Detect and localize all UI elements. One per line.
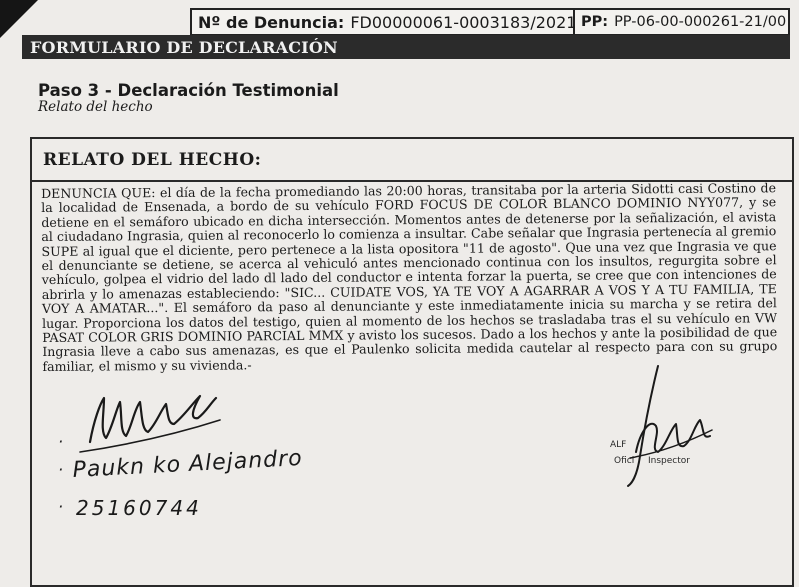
pp-value: PP-06-00-000261-21/00 (614, 14, 787, 30)
denuncia-label: Nº de Denuncia: (198, 12, 345, 32)
stamp-line-3: Inspector (648, 456, 690, 466)
stamp-line-2: Ofici (614, 456, 635, 466)
denuncia-value: FD00000061-0003183/2021 (350, 12, 577, 32)
step-title: Paso 3 - Declaración Testimonial (38, 81, 339, 100)
pp-number-cell (575, 8, 790, 36)
officer-signature (600, 360, 720, 490)
bullet-dot-2: · (58, 460, 65, 479)
form-title: FORMULARIO DE DECLARACIÓN (30, 37, 338, 57)
denuncia-number-cell (190, 8, 575, 36)
step-subtitle: Relato del hecho (38, 99, 153, 115)
handwritten-id-number: 25160744 (76, 496, 202, 520)
pp-label: PP: (581, 14, 609, 30)
bullet-dot-1: · (58, 432, 65, 451)
case-header (190, 8, 790, 36)
section-heading: RELATO DEL HECHO: (32, 139, 792, 182)
stamp-line-1: ALF (610, 440, 627, 450)
handwritten-name: Paukn ko Alejandro (72, 445, 304, 483)
page-corner-mark (0, 0, 38, 38)
declarant-signature (60, 380, 230, 460)
bullet-dot-3: · (58, 497, 65, 516)
narrative-text: DENUNCIA QUE: el día de la fecha promediando las 20:00 horas, transitaba por la arteria Sidotti casi Costino de la localidad de Ensenada, a bordo de su vehículo FORD FOCUS DE COLOR BLANCO DOMINIO NYY077, y se detiene en el semáforo ubicado en dicha intersección. Momentos antes de detenerse por la señalización, el avista al ciudadano Ingrasia, quien al reconocerlo lo comienza a insultar. Cabe señalar que Ingrasia pertenecía al gremio SUPE al igual que el diciente, pero pertenece a la lista opositora "11 de agosto". Que una vez que Ingrasia ve que el denunciante se detiene, se acerca al vehiculó antes mencionado continua con los insultos, regurgita sobre el vehículo, golpea el vidrio del lado dl lado del conductor e intenta forzar la puerta, se cree que con intenciones de abrirla y lo amenazas estableciendo: "SIC... CUIDATE VOS, YA TE VOY A AGARRAR A VOS Y A TU FAMILIA, TE VOY A AMATAR...". El semáforo da paso al denunciante y este inmediatamente inicia su marcha y se retira del lugar. Proporciona los datos del testigo, quien al momento de los hechos se trasladaba tras el su vehículo en VW PASAT COLOR GRIS DOMINIO PARCIAL MMX y avisto los sucesos. Dado a los hechos y ante la posibilidad de que Ingrasia lleve a cabo sus amenazas, es que el Paulenko solicita medida cautelar al respecto para con su grupo familiar, el mismo y su vivienda.- (40, 180, 778, 374)
form-title-bar (22, 35, 790, 59)
